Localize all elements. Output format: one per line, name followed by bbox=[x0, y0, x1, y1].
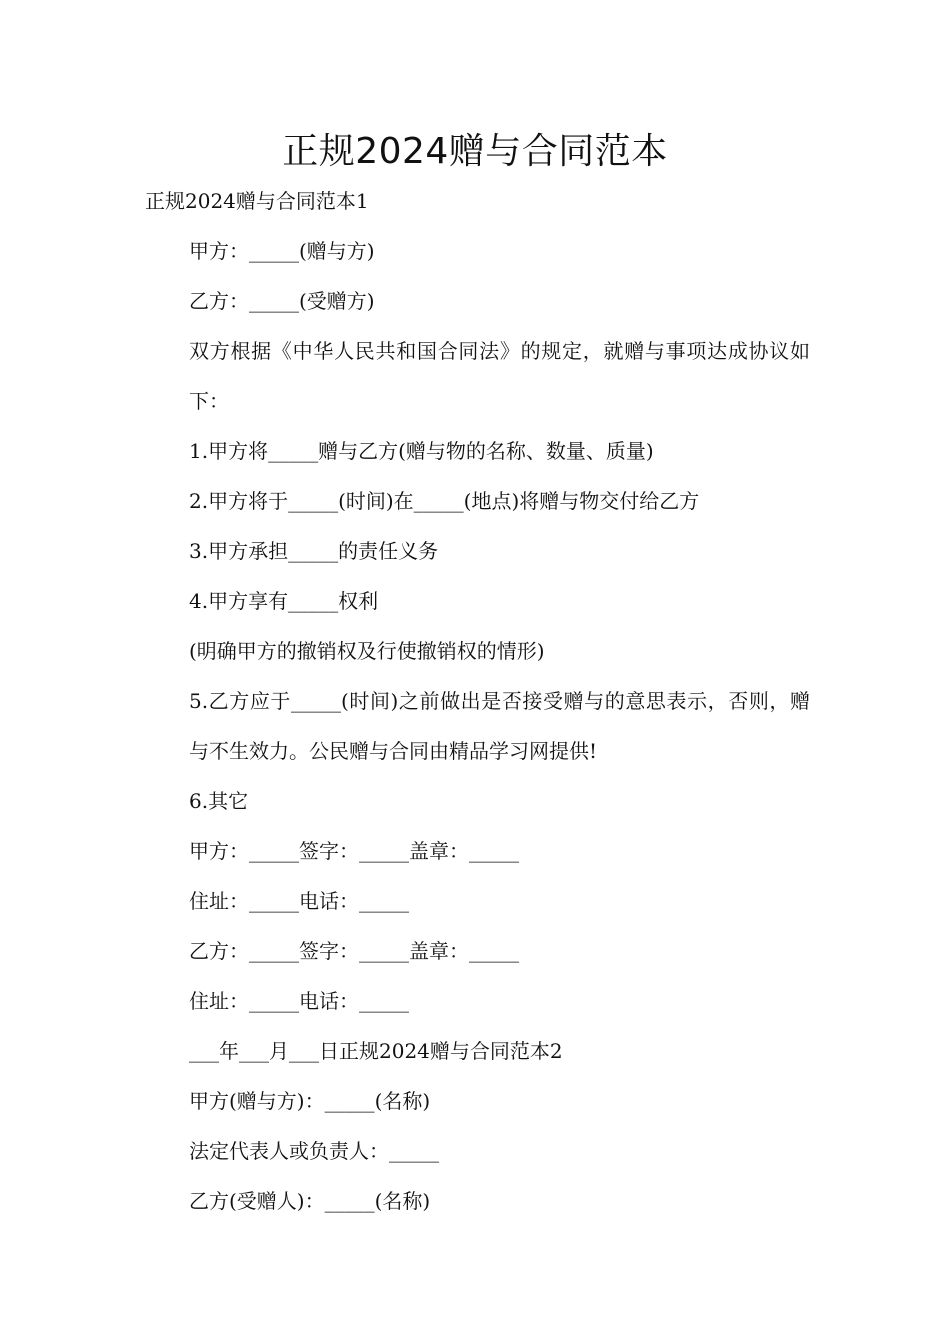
party-a-signature-line: 甲方：_____签字：_____盖章：_____ bbox=[189, 839, 519, 863]
party-a-line: 甲方：_____(赠与方) bbox=[189, 239, 375, 263]
party-a-donor-line: 甲方(赠与方)：_____(名称) bbox=[189, 1089, 431, 1113]
clause-4: 4.甲方享有_____权利 bbox=[189, 589, 379, 613]
party-b-address-line: 住址：_____电话：_____ bbox=[189, 989, 409, 1013]
section-heading-1: 正规2024赠与合同范本1 bbox=[145, 189, 369, 213]
clause-1: 1.甲方将_____赠与乙方(赠与物的名称、数量、质量) bbox=[189, 439, 654, 463]
document-title: 正规2024赠与合同范本 bbox=[282, 131, 668, 172]
clause-6: 6.其它 bbox=[189, 789, 249, 813]
agreement-preamble: 双方根据《中华人民共和国合同法》的规定，就赠与事项达成协议如下： bbox=[189, 339, 810, 413]
clause-3: 3.甲方承担_____的责任义务 bbox=[189, 539, 439, 563]
party-b-signature-line: 乙方：_____签字：_____盖章：_____ bbox=[189, 939, 519, 963]
document-body bbox=[145, 176, 810, 1226]
clause-5: 5.乙方应于_____(时间)之前做出是否接受赠与的意思表示，否则，赠与不生效力。公民赠与合同由精品学习网提供! bbox=[189, 689, 810, 763]
legal-representative-line: 法定代表人或负责人：_____ bbox=[189, 1139, 439, 1163]
party-a-address-line: 住址：_____电话：_____ bbox=[189, 889, 409, 913]
date-and-section-heading-2: ___年___月___日正规2024赠与合同范本2 bbox=[189, 1039, 563, 1063]
clause-2: 2.甲方将于_____(时间)在_____(地点)将赠与物交付给乙方 bbox=[189, 489, 700, 513]
clause-4-note: (明确甲方的撤销权及行使撤销权的情形) bbox=[189, 639, 545, 663]
party-b-donee-line: 乙方(受赠人)：_____(名称) bbox=[189, 1189, 431, 1213]
party-b-line: 乙方：_____(受赠方) bbox=[189, 289, 375, 313]
